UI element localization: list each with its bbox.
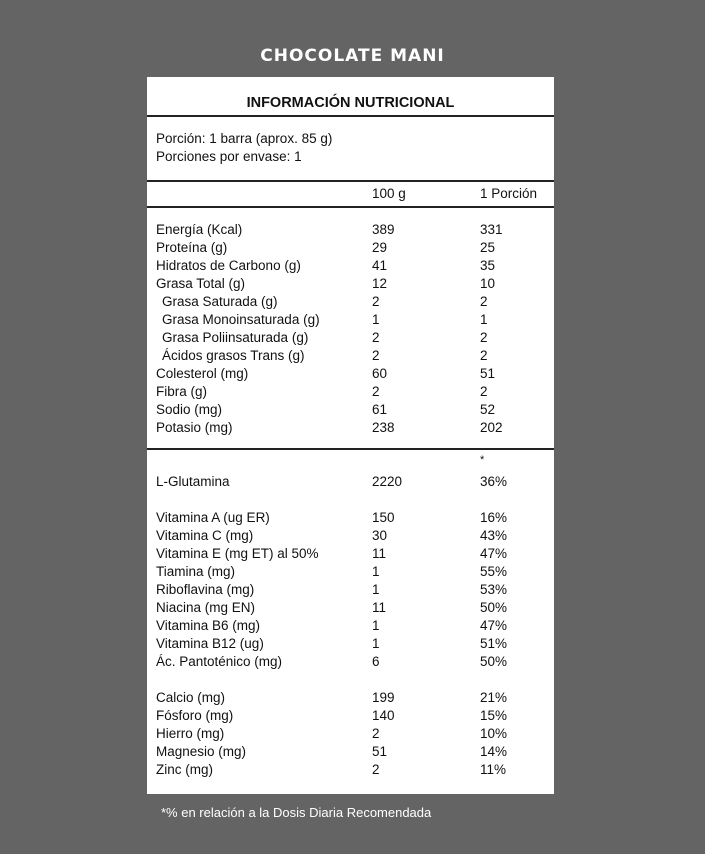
divider [147, 180, 554, 182]
value-100g: 2 [372, 726, 380, 741]
value-portion: 2 [480, 348, 488, 363]
nutrient-name: Hidratos de Carbono (g) [156, 258, 301, 273]
value-100g: 41 [372, 258, 388, 273]
micronutrient-row [147, 725, 554, 743]
value-100g: 2220 [372, 474, 403, 489]
micronutrient-row [147, 707, 554, 725]
nutrition-facts-panel [147, 77, 554, 794]
product-title: CHOCOLATE MANI [260, 46, 445, 66]
micronutrient-row [147, 563, 554, 581]
value-daily-percent: 53% [480, 582, 508, 597]
value-100g: 1 [372, 618, 380, 633]
nutrient-name: Vitamina B6 (mg) [156, 618, 261, 633]
micronutrient-row [147, 581, 554, 599]
value-daily-percent: 50% [480, 600, 508, 615]
value-portion: 52 [480, 402, 496, 417]
nutrient-row [147, 221, 554, 239]
nutrient-name: Proteína (g) [156, 240, 228, 255]
value-100g: 140 [372, 708, 395, 723]
value-portion: 1 [480, 312, 488, 327]
footnote: *% en relación a la Dosis Diaria Recomendada [161, 805, 432, 820]
nutrient-name: Niacina (mg EN) [156, 600, 256, 615]
nutrient-name: Vitamina E (mg ET) al 50% [156, 546, 319, 561]
value-portion: 202 [480, 420, 503, 435]
value-100g: 150 [372, 510, 395, 525]
value-100g: 2 [372, 330, 380, 345]
nutrient-name: Grasa Poliinsaturada (g) [162, 330, 309, 345]
divider [147, 206, 554, 208]
nutrient-row [147, 401, 554, 419]
micronutrient-row [147, 761, 554, 779]
value-daily-percent: 11% [480, 762, 507, 777]
column-header-100g: 100 g [372, 186, 406, 201]
nutrient-row [147, 419, 554, 437]
value-100g: 2 [372, 348, 380, 363]
value-daily-percent: 47% [480, 618, 508, 633]
nutrient-row [147, 293, 554, 311]
nutrient-name: Ác. Pantoténico (mg) [156, 654, 283, 669]
micronutrient-row [147, 743, 554, 761]
value-100g: 60 [372, 366, 388, 381]
value-100g: 30 [372, 528, 388, 543]
nutrient-name: Vitamina B12 (ug) [156, 636, 264, 651]
micronutrient-row [147, 473, 554, 491]
value-portion: 2 [480, 294, 488, 309]
value-100g: 1 [372, 636, 380, 651]
value-daily-percent: 21% [480, 690, 508, 705]
nutrient-name: Tiamina (mg) [156, 564, 236, 579]
nutrient-name: Riboflavina (mg) [156, 582, 255, 597]
micronutrient-row [147, 635, 554, 653]
nutrient-row [147, 275, 554, 293]
value-daily-percent: 55% [480, 564, 508, 579]
nutrient-name: Colesterol (mg) [156, 366, 249, 381]
value-daily-percent: 10% [480, 726, 508, 741]
nutrient-row [147, 383, 554, 401]
micronutrient-row [147, 599, 554, 617]
nutrient-row [147, 347, 554, 365]
divider [147, 448, 554, 450]
micronutrient-row [147, 689, 554, 707]
value-100g: 12 [372, 276, 388, 291]
nutrient-name: L-Glutamina [156, 474, 230, 489]
value-100g: 11 [372, 546, 387, 561]
column-header-portion: 1 Porción [480, 186, 538, 201]
value-portion: 35 [480, 258, 496, 273]
nutrient-row [147, 257, 554, 275]
value-100g: 61 [372, 402, 388, 417]
nutrient-row [147, 365, 554, 383]
value-100g: 389 [372, 222, 395, 237]
value-portion: 51 [480, 366, 496, 381]
nutrient-name: Ácidos grasos Trans (g) [162, 348, 305, 363]
value-100g: 6 [372, 654, 380, 669]
value-daily-percent: 47% [480, 546, 508, 561]
nutrient-name: Vitamina A (ug ER) [156, 510, 270, 525]
dv-marker: * [480, 454, 485, 466]
value-100g: 199 [372, 690, 395, 705]
nutrient-name: Sodio (mg) [156, 402, 223, 417]
value-daily-percent: 36% [480, 474, 508, 489]
value-100g: 29 [372, 240, 388, 255]
nutrient-name: Grasa Saturada (g) [162, 294, 278, 309]
value-daily-percent: 14% [480, 744, 508, 759]
value-100g: 238 [372, 420, 395, 435]
nutrient-name: Hierro (mg) [156, 726, 225, 741]
servings-per-package: Porciones por envase: 1 [156, 149, 302, 164]
micronutrient-row [147, 653, 554, 671]
value-100g: 2 [372, 762, 380, 777]
divider [147, 115, 554, 117]
value-daily-percent: 43% [480, 528, 508, 543]
nutrient-row [147, 329, 554, 347]
serving-size: Porción: 1 barra (aprox. 85 g) [156, 131, 333, 146]
nutrient-name: Potasio (mg) [156, 420, 233, 435]
value-portion: 2 [480, 384, 488, 399]
value-portion: 2 [480, 330, 488, 345]
value-100g: 2 [372, 384, 380, 399]
micronutrient-row [147, 545, 554, 563]
value-100g: 1 [372, 312, 380, 327]
value-portion: 10 [480, 276, 496, 291]
value-daily-percent: 16% [480, 510, 508, 525]
value-portion: 25 [480, 240, 496, 255]
nutrient-name: Calcio (mg) [156, 690, 226, 705]
panel-title: INFORMACIÓN NUTRICIONAL [246, 95, 455, 111]
nutrient-name: Grasa Monoinsaturada (g) [162, 312, 320, 327]
value-100g: 2 [372, 294, 380, 309]
nutrient-name: Magnesio (mg) [156, 744, 247, 759]
micronutrient-row [147, 509, 554, 527]
nutrient-name: Zinc (mg) [156, 762, 213, 777]
nutrient-row [147, 239, 554, 257]
value-daily-percent: 15% [480, 708, 508, 723]
nutrient-name: Vitamina C (mg) [156, 528, 254, 543]
nutrient-name: Grasa Total (g) [156, 276, 246, 291]
value-100g: 51 [372, 744, 388, 759]
value-100g: 1 [372, 582, 380, 597]
nutrient-name: Fósforo (mg) [156, 708, 234, 723]
value-portion: 331 [480, 222, 503, 237]
micronutrient-row [147, 617, 554, 635]
micronutrient-row [147, 527, 554, 545]
value-daily-percent: 51% [480, 636, 508, 651]
value-daily-percent: 50% [480, 654, 508, 669]
nutrient-name: Energía (Kcal) [156, 222, 243, 237]
column-header-row [147, 185, 554, 203]
nutrient-name: Fibra (g) [156, 384, 208, 399]
value-100g: 1 [372, 564, 380, 579]
value-100g: 11 [372, 600, 387, 615]
nutrient-row [147, 311, 554, 329]
